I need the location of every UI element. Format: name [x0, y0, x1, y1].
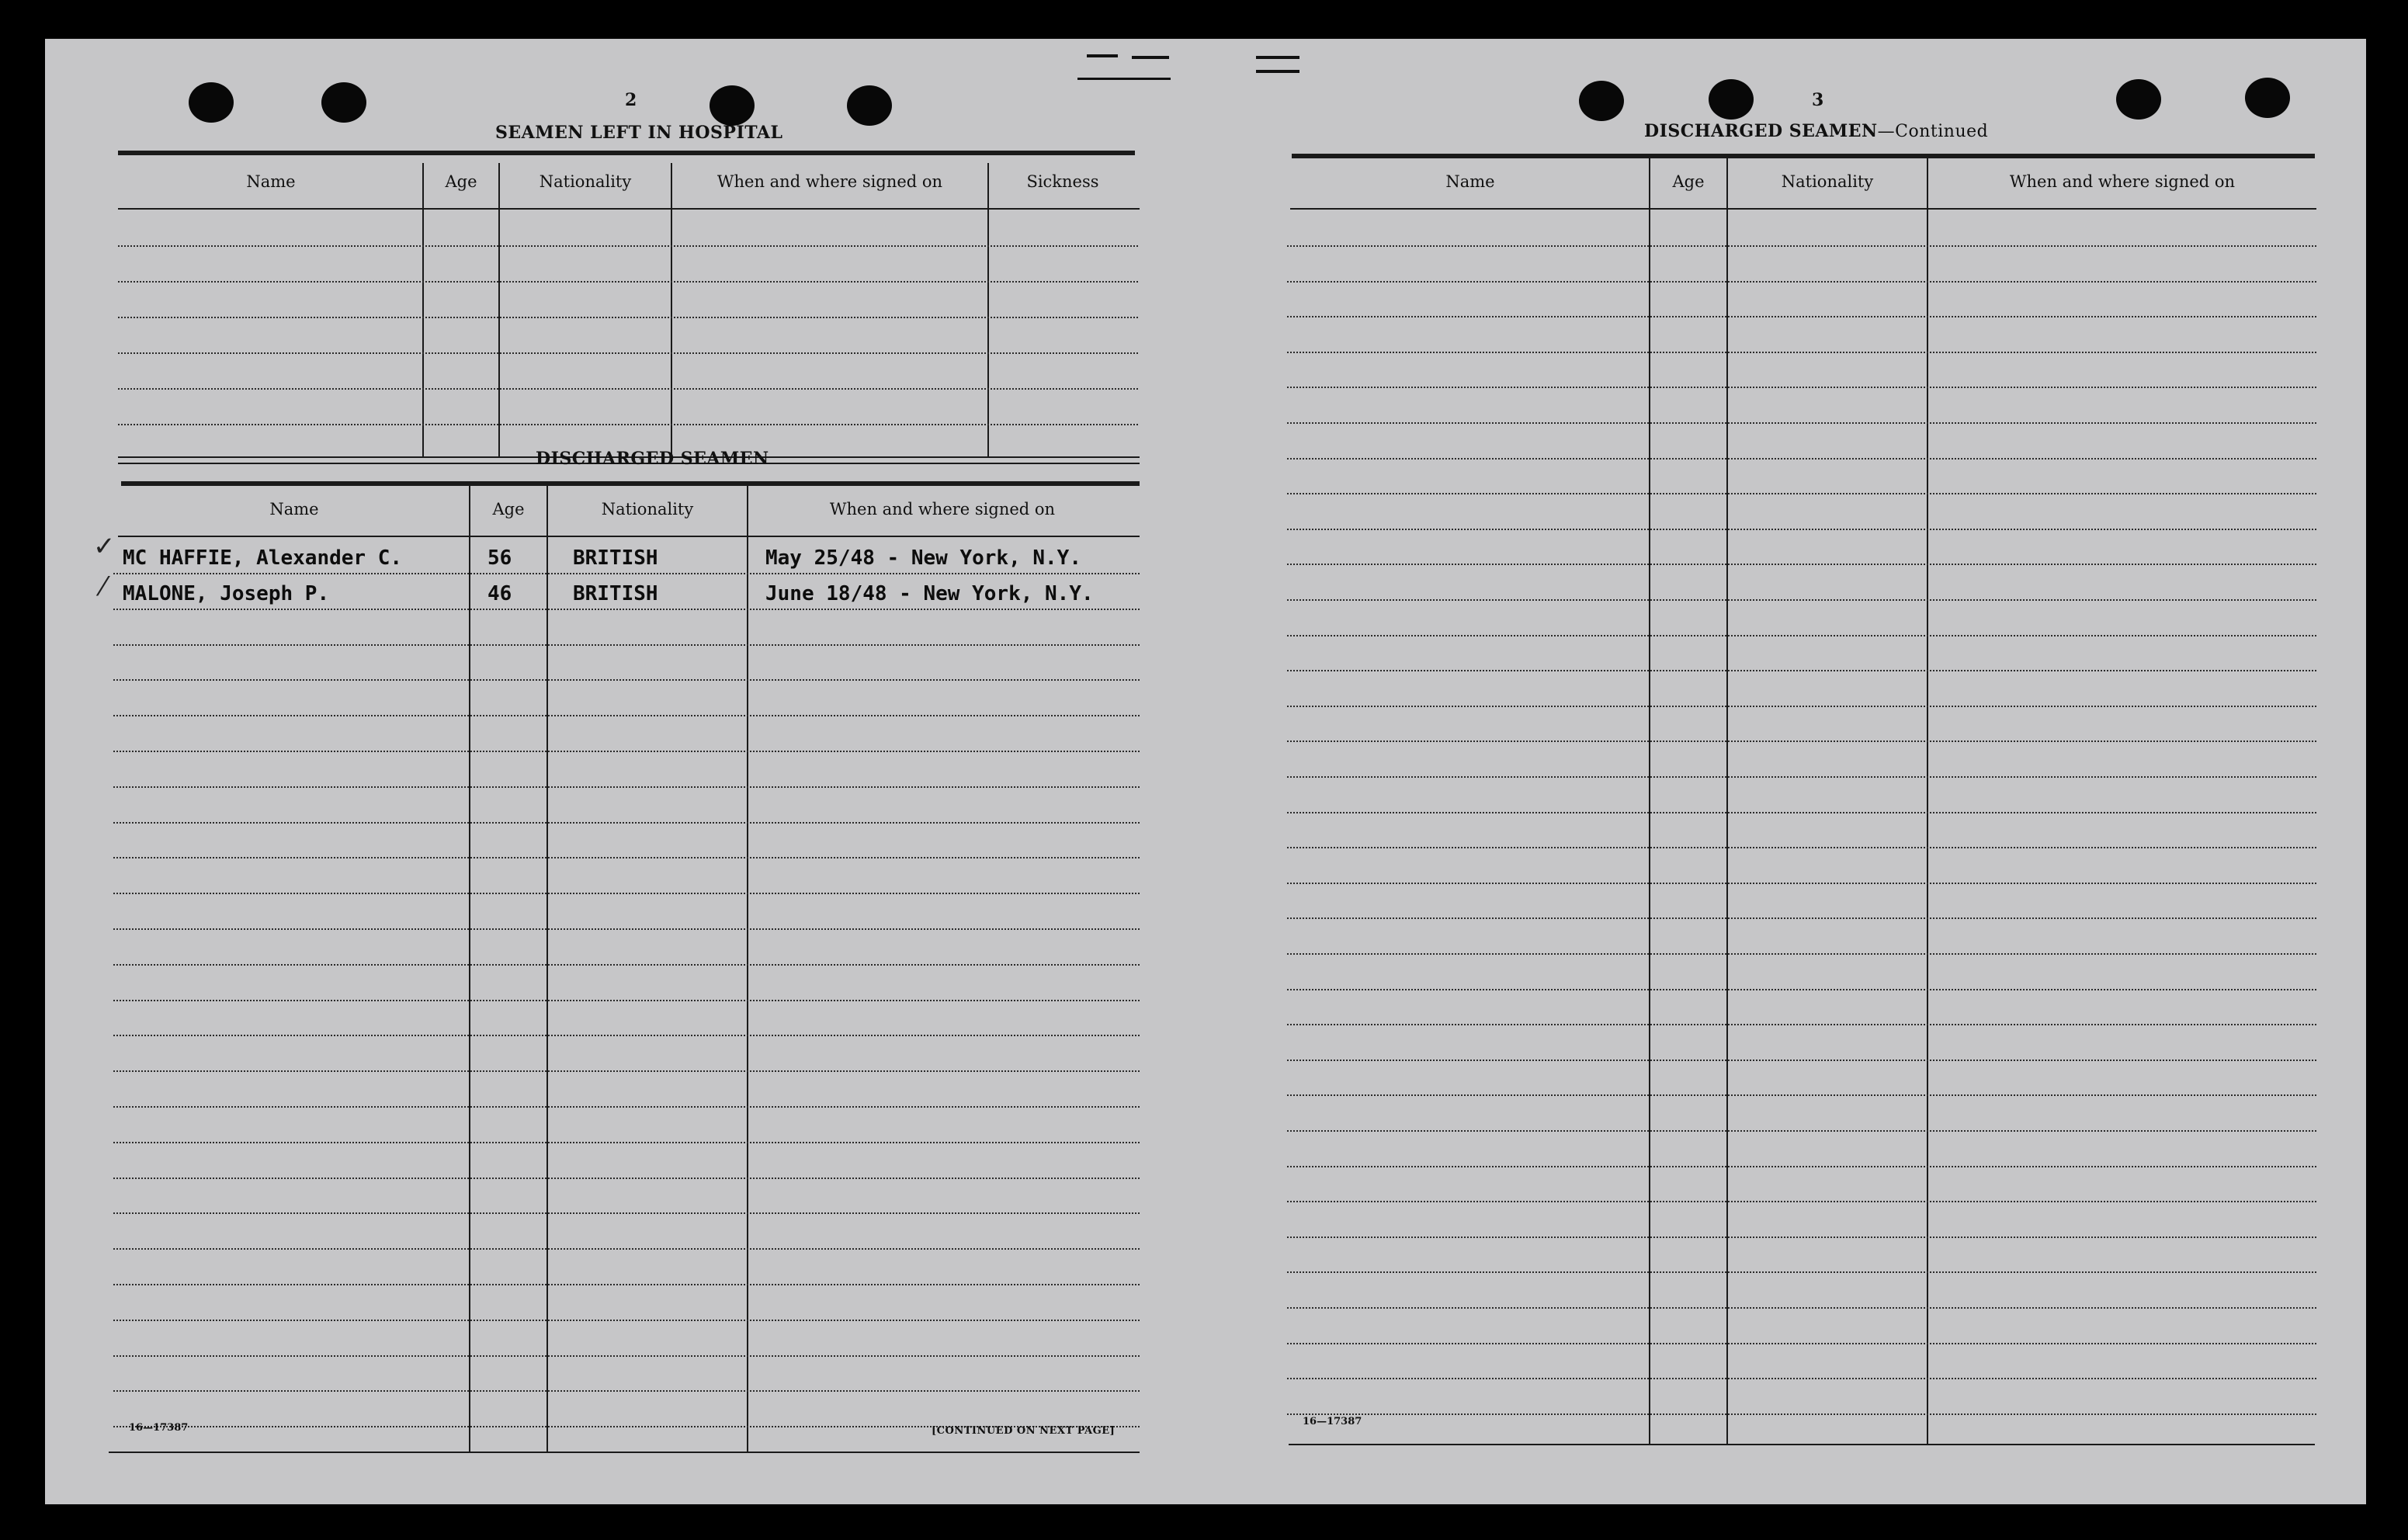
- row-line: [113, 822, 1140, 824]
- right-header-rule: [1290, 208, 2316, 210]
- row-line: [1287, 706, 2316, 707]
- seaman-signed-on: May 25/48 - New York, N.Y.: [765, 546, 1081, 570]
- row-line: [113, 751, 1140, 752]
- left-page-number: 2: [625, 90, 637, 110]
- punch-hole: [321, 82, 366, 123]
- continued-note: [CONTINUED ON NEXT PAGE]: [932, 1425, 1116, 1437]
- row-line: [1287, 1094, 2316, 1096]
- seaman-name: MC HAFFIE, Alexander C.: [123, 546, 403, 570]
- row-line: [1287, 1060, 2316, 1061]
- discharged-section-title: DISCHARGED SEAMEN: [536, 449, 769, 469]
- row-line: [1287, 493, 2316, 494]
- right-col-signed-on: When and where signed on: [2009, 172, 2236, 191]
- row-line: [1287, 316, 2316, 317]
- row-line: [1287, 847, 2316, 848]
- discharged-col-name: Name: [269, 500, 319, 519]
- right-form-number: 16—17387: [1303, 1416, 1362, 1427]
- right-col-nationality: Nationality: [1781, 172, 1874, 191]
- punch-hole: [189, 82, 234, 123]
- discharged-col-age: Age: [492, 500, 525, 519]
- row-line: [113, 786, 1140, 788]
- seaman-signed-on: June 18/48 - New York, N.Y.: [765, 582, 1094, 605]
- hospital-col-signed-on: When and where signed on: [717, 172, 943, 191]
- right-bottom-rule: [1289, 1444, 2315, 1445]
- hospital-row-line: [118, 245, 1138, 247]
- row-line: [113, 1355, 1140, 1357]
- hospital-col-divider: [498, 163, 500, 456]
- seaman-age: 46: [487, 582, 512, 605]
- row-line: [1287, 1166, 2316, 1167]
- hospital-top-rule: [118, 151, 1135, 155]
- row-line: [1287, 422, 2316, 424]
- discharged-col-divider: [546, 486, 548, 1453]
- discharged-col-signed-on: When and where signed on: [829, 500, 1056, 519]
- row-line: [113, 1000, 1140, 1001]
- seaman-name: MALONE, Joseph P.: [123, 582, 330, 605]
- row-line: [113, 679, 1140, 681]
- row-line: [1287, 1130, 2316, 1132]
- discharged-col-divider: [469, 486, 470, 1453]
- row-line: [113, 1212, 1140, 1214]
- right-section-title: [1644, 121, 1988, 141]
- check-mark: ⁄: [101, 571, 106, 602]
- row-line: [113, 1070, 1140, 1072]
- row-line: [1287, 1271, 2316, 1273]
- row-line: [1287, 883, 2316, 884]
- discharged-header-rule: [118, 536, 1140, 537]
- row-line: [113, 715, 1140, 716]
- row-line: [1287, 1201, 2316, 1202]
- form-sheet: [45, 39, 2366, 1504]
- row-line: [113, 964, 1140, 966]
- row-line: [1287, 670, 2316, 671]
- top-mark: [1132, 56, 1169, 59]
- hospital-row-line: [118, 424, 1138, 425]
- hospital-row-line: [118, 388, 1138, 390]
- row-line: [1287, 352, 2316, 353]
- row-line: [113, 857, 1140, 858]
- left-form-number: 16—17387: [129, 1422, 189, 1434]
- row-line: [1287, 1307, 2316, 1309]
- right-section-title-main: DISCHARGED SEAMEN: [1644, 121, 1878, 141]
- hospital-col-sickness: Sickness: [1026, 172, 1099, 191]
- row-line: [1287, 917, 2316, 919]
- row-line: [113, 893, 1140, 894]
- seaman-age: 56: [487, 546, 512, 570]
- row-line: [1287, 635, 2316, 636]
- row-line: [1287, 812, 2316, 813]
- seaman-nationality: BRITISH: [573, 546, 658, 570]
- row-line: [1287, 953, 2316, 955]
- row-line: [1287, 529, 2316, 530]
- row-line: [1287, 1413, 2316, 1415]
- row-line: [1287, 564, 2316, 565]
- row-line: [113, 1284, 1140, 1285]
- punch-hole: [710, 85, 755, 126]
- discharged-col-nationality: Nationality: [601, 500, 694, 519]
- row-line: [1287, 245, 2316, 247]
- punch-hole: [1579, 81, 1624, 121]
- row-line: [1287, 281, 2316, 283]
- row-line: [1287, 387, 2316, 388]
- row-line: [113, 644, 1140, 646]
- hospital-header-rule: [118, 208, 1140, 210]
- hospital-section-title: SEAMEN LEFT IN HOSPITAL: [495, 123, 783, 143]
- row-line: [1287, 599, 2316, 601]
- row-line: [113, 1390, 1140, 1392]
- hospital-col-age: Age: [445, 172, 477, 191]
- row-line: [113, 1142, 1140, 1143]
- row-line: [1287, 458, 2316, 460]
- discharged-bottom-rule: [109, 1452, 1140, 1453]
- row-line: [1287, 741, 2316, 742]
- seaman-nationality: BRITISH: [573, 582, 658, 605]
- punch-hole: [2116, 79, 2161, 120]
- row-line: [1287, 1237, 2316, 1238]
- hospital-row-line: [118, 317, 1138, 318]
- row-line: [1287, 1343, 2316, 1344]
- row-line: [113, 1248, 1140, 1250]
- right-page-number: 3: [1812, 90, 1824, 110]
- right-col-age: Age: [1672, 172, 1705, 191]
- row-line: [113, 1178, 1140, 1179]
- row-line: [113, 1320, 1140, 1321]
- right-section-title-suffix: —Continued: [1877, 122, 1989, 141]
- hospital-col-divider: [422, 163, 424, 456]
- hospital-col-divider: [671, 163, 672, 456]
- row-line: [113, 573, 1140, 574]
- row-line: [113, 1035, 1140, 1036]
- punch-hole: [847, 85, 892, 126]
- right-col-name: Name: [1445, 172, 1495, 191]
- row-line: [1287, 989, 2316, 990]
- row-line: [1287, 776, 2316, 778]
- punch-hole: [1709, 79, 1754, 120]
- row-line: [113, 1106, 1140, 1108]
- discharged-col-divider: [747, 486, 748, 1453]
- punch-hole: [2245, 78, 2290, 118]
- check-mark: ✓: [93, 531, 116, 562]
- right-top-rule: [1292, 154, 2315, 158]
- top-mark: [1256, 56, 1299, 59]
- row-line: [1287, 1024, 2316, 1025]
- discharged-top-rule: [121, 481, 1140, 486]
- top-mark: [1087, 54, 1118, 57]
- top-mark: [1256, 70, 1299, 73]
- hospital-row-line: [118, 352, 1138, 354]
- hospital-col-nationality: Nationality: [539, 172, 632, 191]
- row-line: [113, 928, 1140, 930]
- hospital-row-line: [118, 281, 1138, 283]
- hospital-col-divider: [987, 163, 989, 456]
- top-mark: [1077, 78, 1171, 80]
- row-line: [113, 609, 1140, 610]
- row-line: [1287, 1378, 2316, 1379]
- hospital-col-name: Name: [246, 172, 296, 191]
